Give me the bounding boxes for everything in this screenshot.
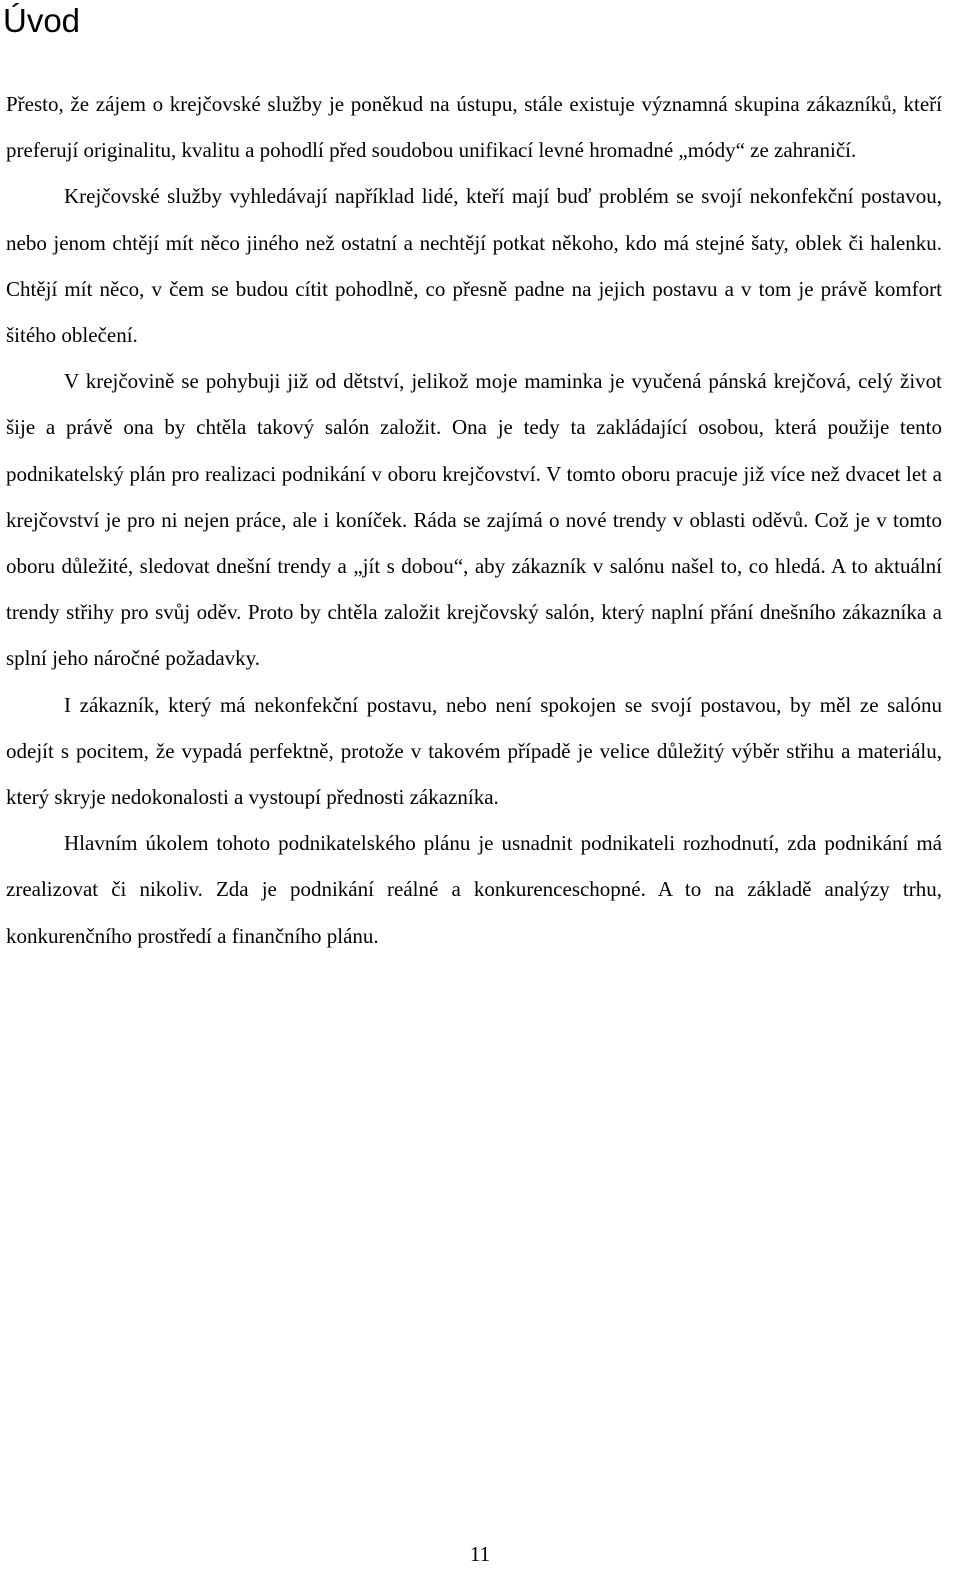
- body-text: [6, 81, 942, 959]
- page-number: 11: [469, 1542, 491, 1566]
- paragraph-customers: Krejčovské služby vyhledávají například lidé, kteří mají buď problém se svojí nekonfekční postavou, nebo jenom chtějí mít něco jiného než ostatní a nechtějí potkat někoho, kdo má stejné šaty, oblek či halenku. Chtějí mít něco, v čem se budou cítit pohodlně, co přesně padne na jejich postavu a v tom je právě komfort šitého oblečení.: [6, 184, 942, 348]
- section-heading: Úvod: [3, 2, 81, 39]
- paragraph-figure: I zákazník, který má nekonfekční postavu, nebo není spokojen se svojí postavou, by měl ze salónu odejít s pocitem, že vypadá perfektně, protože v takovém případě je velice důležitý výběr střihu a materiálu, který skryje nedokonalosti a vystoupí přednosti zákazníka.: [6, 692, 942, 810]
- paragraph-goal: Hlavním úkolem tohoto podnikatelského plánu je usnadnit podnikateli rozhodnutí, zda podnikání má zrealizovat či nikoliv. Zda je podnikání reálné a konkurenceschopné. A to na základě analýzy trhu, konkurenčního prostředí a finančního plánu.: [6, 831, 942, 948]
- paragraph-background: V krejčovině se pohybuji již od dětství, jelikož moje maminka je vyučená pánská krejčová, celý život šije a právě ona by chtěla takový salón založit. Ona je tedy ta zakládající osobou, která použije tento podnikatelský plán pro realizaci podnikání v oboru krejčovství. V tomto oboru pracuje již více než dvacet let a krejčovství je pro ni nejen práce, ale i koníček. Ráda se zajímá o nové trendy v oblasti oděvů. Což je v tomto oboru důležité, sledovat dnešní trendy a „jít s dobou“, aby zákazník v salónu našel to, co hledá. A to aktuální trendy střihy pro svůj oděv. Proto by chtěla založit krejčovský salón, který naplní přání dnešního zákazníka a splní jeho náročné požadavky.: [6, 369, 942, 671]
- paragraph-intro: Přesto, že zájem o krejčovské služby je poněkud na ústupu, stále existuje významná skupina zákazníků, kteří preferují originalitu, kvalitu a pohodlí před soudobou unifikací levné hromadné „módy“ ze zahraničí.: [6, 92, 942, 163]
